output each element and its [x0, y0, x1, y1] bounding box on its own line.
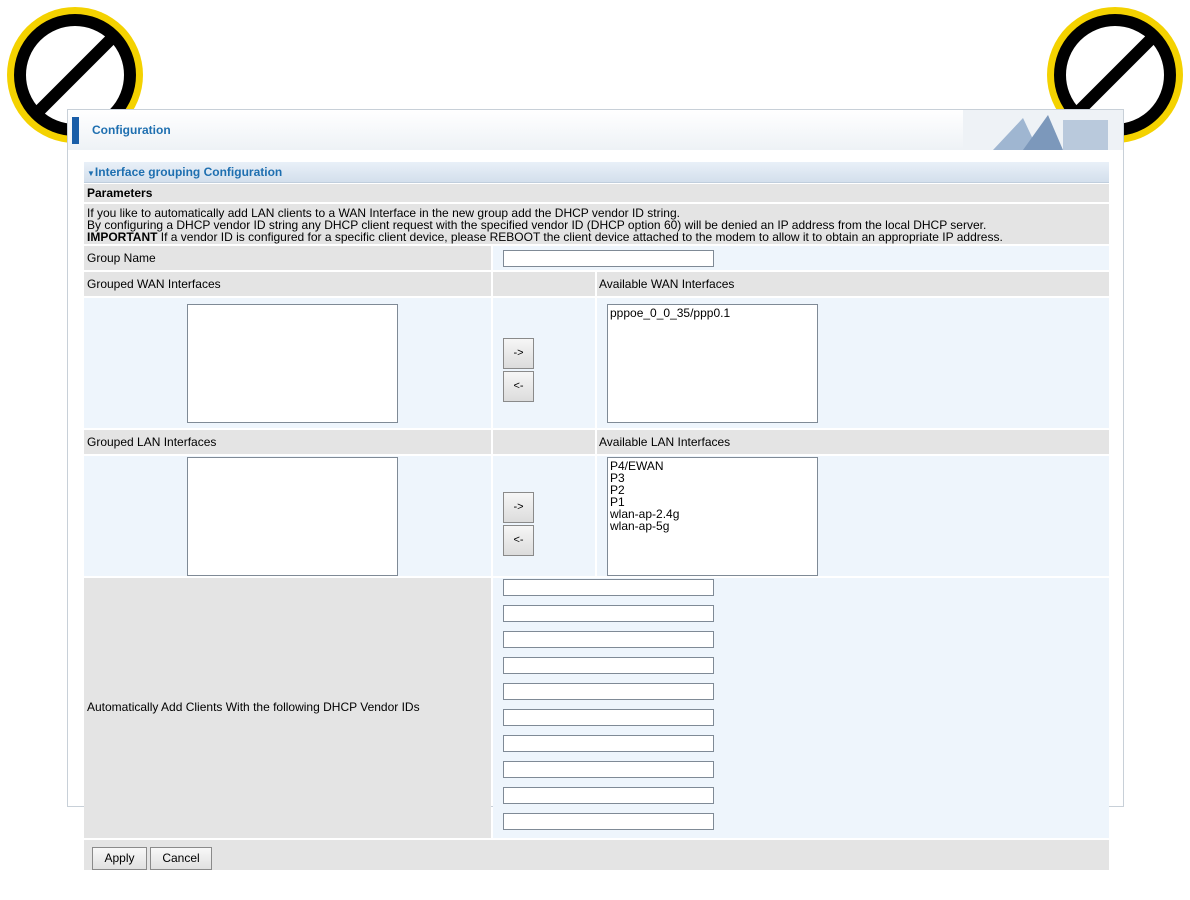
remove-wan-button[interactable]: <-	[503, 371, 534, 402]
vendor-id-input-1[interactable]	[503, 579, 714, 596]
section-title[interactable]: ▼Interface grouping Configuration	[84, 162, 1109, 183]
main-frame	[67, 109, 1124, 865]
remove-lan-button[interactable]: <-	[503, 525, 534, 556]
available-lan-label: Available LAN Interfaces	[599, 435, 731, 449]
parameters-info	[84, 204, 1109, 244]
list-item[interactable]: P2	[610, 483, 625, 497]
add-lan-button[interactable]: ->	[503, 492, 534, 523]
vendor-ids-label: Automatically Add Clients With the following DHCP Vendor IDs	[87, 700, 420, 714]
group-name-input[interactable]	[503, 250, 714, 267]
vendor-id-input-4[interactable]	[503, 657, 714, 674]
list-item[interactable]: wlan-ap-5g	[610, 519, 670, 533]
list-item[interactable]: P1	[610, 495, 625, 509]
triangle-down-icon: ▼	[87, 169, 95, 178]
parameters-row	[84, 184, 1109, 202]
page-title: Configuration	[92, 123, 171, 137]
header-banner-image	[963, 110, 1123, 150]
group-name-row	[84, 246, 1109, 270]
actions-row	[84, 840, 1109, 870]
vendor-id-input-6[interactable]	[503, 709, 714, 726]
available-wan-list[interactable]	[607, 304, 818, 423]
add-wan-button[interactable]: ->	[503, 338, 534, 369]
grouped-wan-label: Grouped WAN Interfaces	[87, 277, 221, 291]
vendor-id-input-3[interactable]	[503, 631, 714, 648]
list-item[interactable]: wlan-ap-2.4g	[610, 507, 680, 521]
group-name-label: Group Name	[87, 251, 156, 265]
vendor-id-input-10[interactable]	[503, 813, 714, 830]
info-line-3: IMPORTANT If a vendor ID is configured for a specific client device, please REBOOT the client device attached to the modem to allow it to obtain an appropriate IP address.	[87, 230, 1003, 244]
vendor-id-input-2[interactable]	[503, 605, 714, 622]
list-item[interactable]: P3	[610, 471, 625, 485]
available-wan-label: Available WAN Interfaces	[599, 277, 735, 291]
vendor-id-input-5[interactable]	[503, 683, 714, 700]
vendor-id-input-7[interactable]	[503, 735, 714, 752]
wan-lists-row	[84, 298, 1109, 428]
vendor-ids-row	[84, 578, 1109, 838]
cancel-button[interactable]: Cancel	[150, 847, 212, 870]
lan-lists-row	[84, 456, 1109, 576]
info-line-2: By configuring a DHCP vendor ID string any DHCP client request with the specified vendor ID (DHCP option 60) will be denied an IP address from the local DHCP server.	[87, 218, 987, 232]
grouped-lan-label: Grouped LAN Interfaces	[87, 435, 217, 449]
list-item[interactable]: P4/EWAN	[610, 459, 664, 473]
list-item[interactable]: pppoe_0_0_35/ppp0.1	[610, 306, 731, 320]
available-lan-list[interactable]	[607, 457, 818, 576]
grouped-wan-list[interactable]	[187, 304, 398, 423]
grouped-lan-list[interactable]	[187, 457, 398, 576]
parameters-title: Parameters	[87, 186, 153, 200]
info-line-1: If you like to automatically add LAN clients to a WAN Interface in the new group add the DHCP vendor ID string.	[87, 206, 680, 220]
apply-button[interactable]: Apply	[92, 847, 147, 870]
header-marker-icon	[72, 117, 79, 144]
interface-grouping-panel	[84, 162, 1109, 792]
important-label: IMPORTANT	[87, 230, 158, 244]
lan-header-row	[84, 430, 1109, 454]
page-header	[68, 110, 1123, 150]
vendor-id-input-9[interactable]	[503, 787, 714, 804]
vendor-id-input-8[interactable]	[503, 761, 714, 778]
wan-header-row	[84, 272, 1109, 296]
